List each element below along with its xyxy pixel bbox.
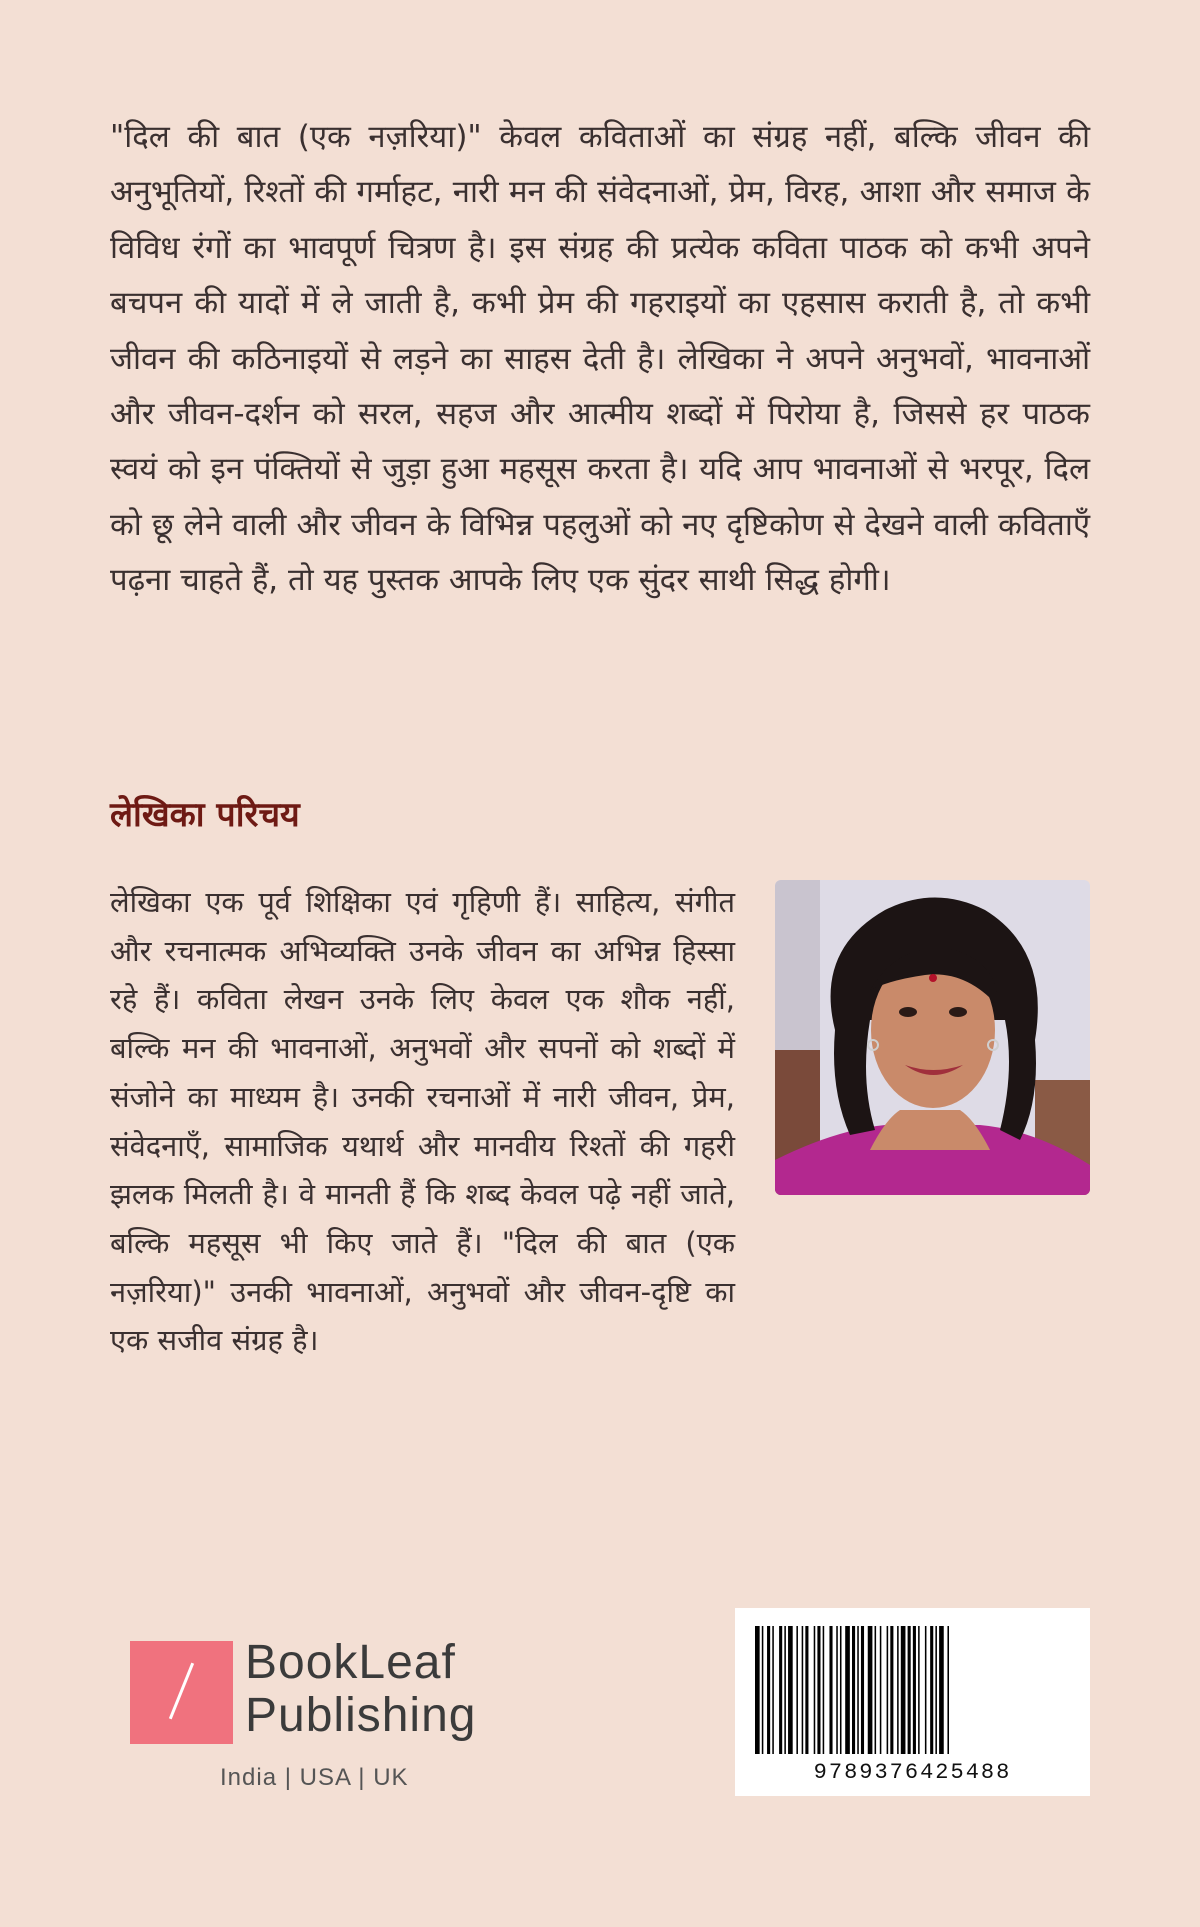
isbn-barcode [735,1608,1090,1796]
author-section-heading: लेखिका परिचय [110,795,300,835]
book-blurb: "दिल की बात (एक नज़रिया)" केवल कविताओं का संग्रह नहीं, बल्कि जीवन की अनुभूतियों, रिश्तों की गर्माहट, नारी मन की संवेदनाओं, प्रेम, विरह, आशा और समाज के विविध रंगों का भावपूर्ण चित्रण है। इस संग्रह की प्रत्येक कविता पाठक को कभी अपने बचपन की यादों में ले जाती है, कभी प्रेम की गहराइयों का एहसास कराती है, तो कभी जीवन की कठिनाइयों से लड़ने का साहस देती है। लेखिका ने अपने अनुभवों, भावनाओं और जीवन-दर्शन को सरल, सहज और आत्मीय शब्दों में पिरोया है, जिससे हर पाठक स्वयं को इन पंक्तियों से जुड़ा हुआ महसूस करता है। यदि आप भावनाओं से भरपूर, दिल को छू लेने वाली और जीवन के विभिन्न पहलुओं को नए दृष्टिकोण से देखने वाली कविताएँ पढ़ना चाहते हैं, तो यह पुस्तक आपके लिए एक सुंदर साथी सिद्ध होगी। [110,119,1090,599]
isbn-number: 9789376425488 [813,1760,1012,1785]
publisher-regions: India | USA | UK [220,1764,409,1791]
barcode-bars [753,1626,1073,1754]
author-photo [775,880,1090,1195]
publisher-logo [130,1636,530,1791]
publisher-name [245,1636,476,1742]
author-bio: लेखिका एक पूर्व शिक्षिका एवं गृहिणी हैं। साहित्य, संगीत और रचनात्मक अभिव्यक्ति उनके जीवन का अभिन्न हिस्सा रहे हैं। कविता लेखन उनके लिए केवल एक शौक नहीं, बल्कि मन की भावनाओं, अनुभवों और सपनों को शब्दों में संजोने का माध्यम है। उनकी रचनाओं में नारी जीवन, प्रेम, संवेदनाएँ, सामाजिक यथार्थ और मानवीय रिश्तों की गहरी झलक मिलती है। वे मानती हैं कि शब्द केवल पढ़े नहीं जाते, बल्कि महसूस भी किए जाते हैं। "दिल की बात (एक नज़रिया)" उनकी भावनाओं, अनुभवों और जीवन-दृष्टि का एक सजीव संग्रह है। [110,885,735,1358]
publisher-name-line2: Publishing [245,1689,477,1742]
leaf-slash-icon [130,1641,233,1744]
publisher-name-line1: BookLeaf [245,1636,456,1689]
